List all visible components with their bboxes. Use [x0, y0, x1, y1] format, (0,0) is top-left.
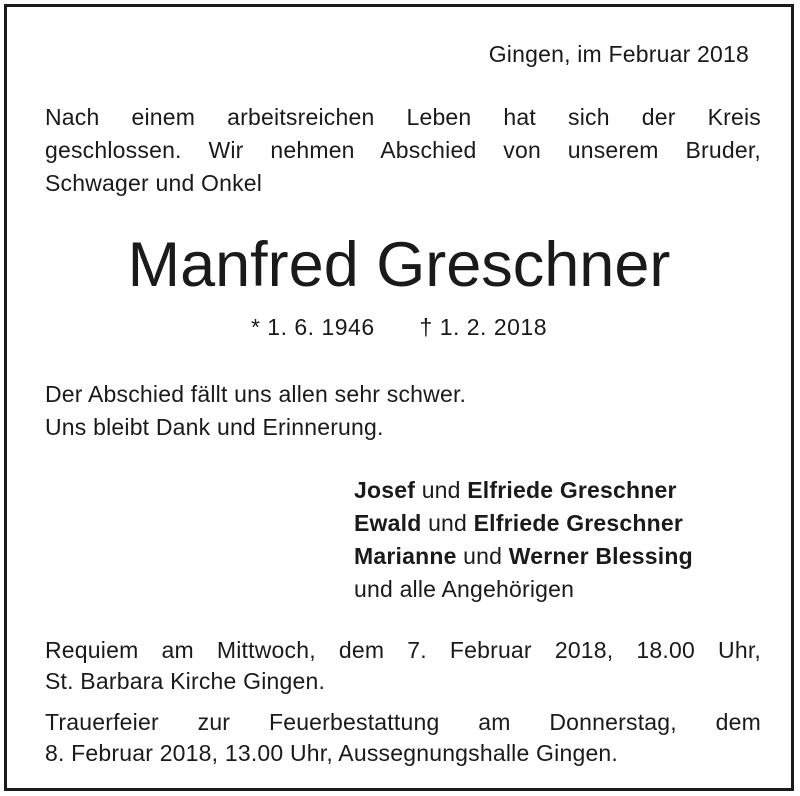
mourner-line	[354, 474, 693, 507]
intro-line: geschlossen. Wir nehmen Abschied von unserem Bruder,	[45, 137, 761, 163]
funeral-line: Trauerfeier zur Feuerbestattung am Donnerstag, dem	[45, 709, 761, 735]
intro-line: Nach einem arbeitsreichen Leben hat sich der Kreis	[45, 104, 761, 130]
mourner-first-name: Josef	[354, 477, 416, 503]
spacer	[45, 697, 761, 707]
place-date: Gingen, im Februar 2018	[488, 41, 749, 67]
mourner-line	[354, 540, 693, 573]
birth-date: * 1. 6. 1946	[250, 314, 375, 340]
obituary-notice	[4, 4, 794, 791]
mourners-closing: und alle Angehörigen	[354, 576, 575, 602]
funeral-line: 8. Februar 2018, 13.00 Uhr, Aussegnungshalle Gingen.	[45, 740, 619, 766]
mourner-joiner: und	[428, 510, 468, 536]
farewell-text	[45, 378, 466, 444]
death-date: † 1. 2. 2018	[419, 314, 548, 340]
mourner-joiner: und	[463, 543, 503, 569]
mourner-second-name: Elfriede Greschner	[473, 510, 684, 536]
mourners-list	[354, 474, 693, 606]
farewell-line: Uns bleibt Dank und Erinnerung.	[45, 414, 384, 440]
mourner-second-name: Werner Blessing	[508, 543, 693, 569]
intro-line: Schwager und Onkel	[45, 170, 263, 196]
farewell-line: Der Abschied fällt uns allen sehr schwer.	[45, 381, 467, 407]
requiem-line: St. Barbara Kirche Gingen.	[45, 668, 326, 694]
mourner-first-name: Ewald	[354, 510, 422, 536]
mourner-joiner: und	[421, 477, 461, 503]
requiem-line: Requiem am Mittwoch, dem 7. Februar 2018, 18.00 Uhr,	[45, 637, 761, 663]
life-dates	[7, 311, 791, 343]
deceased-name: Manfred Greschner	[127, 230, 671, 300]
services-info	[45, 635, 761, 769]
mourner-first-name: Marianne	[354, 543, 457, 569]
intro-text	[45, 101, 761, 200]
mourner-second-name: Elfriede Greschner	[467, 477, 677, 503]
mourner-line	[354, 507, 693, 540]
